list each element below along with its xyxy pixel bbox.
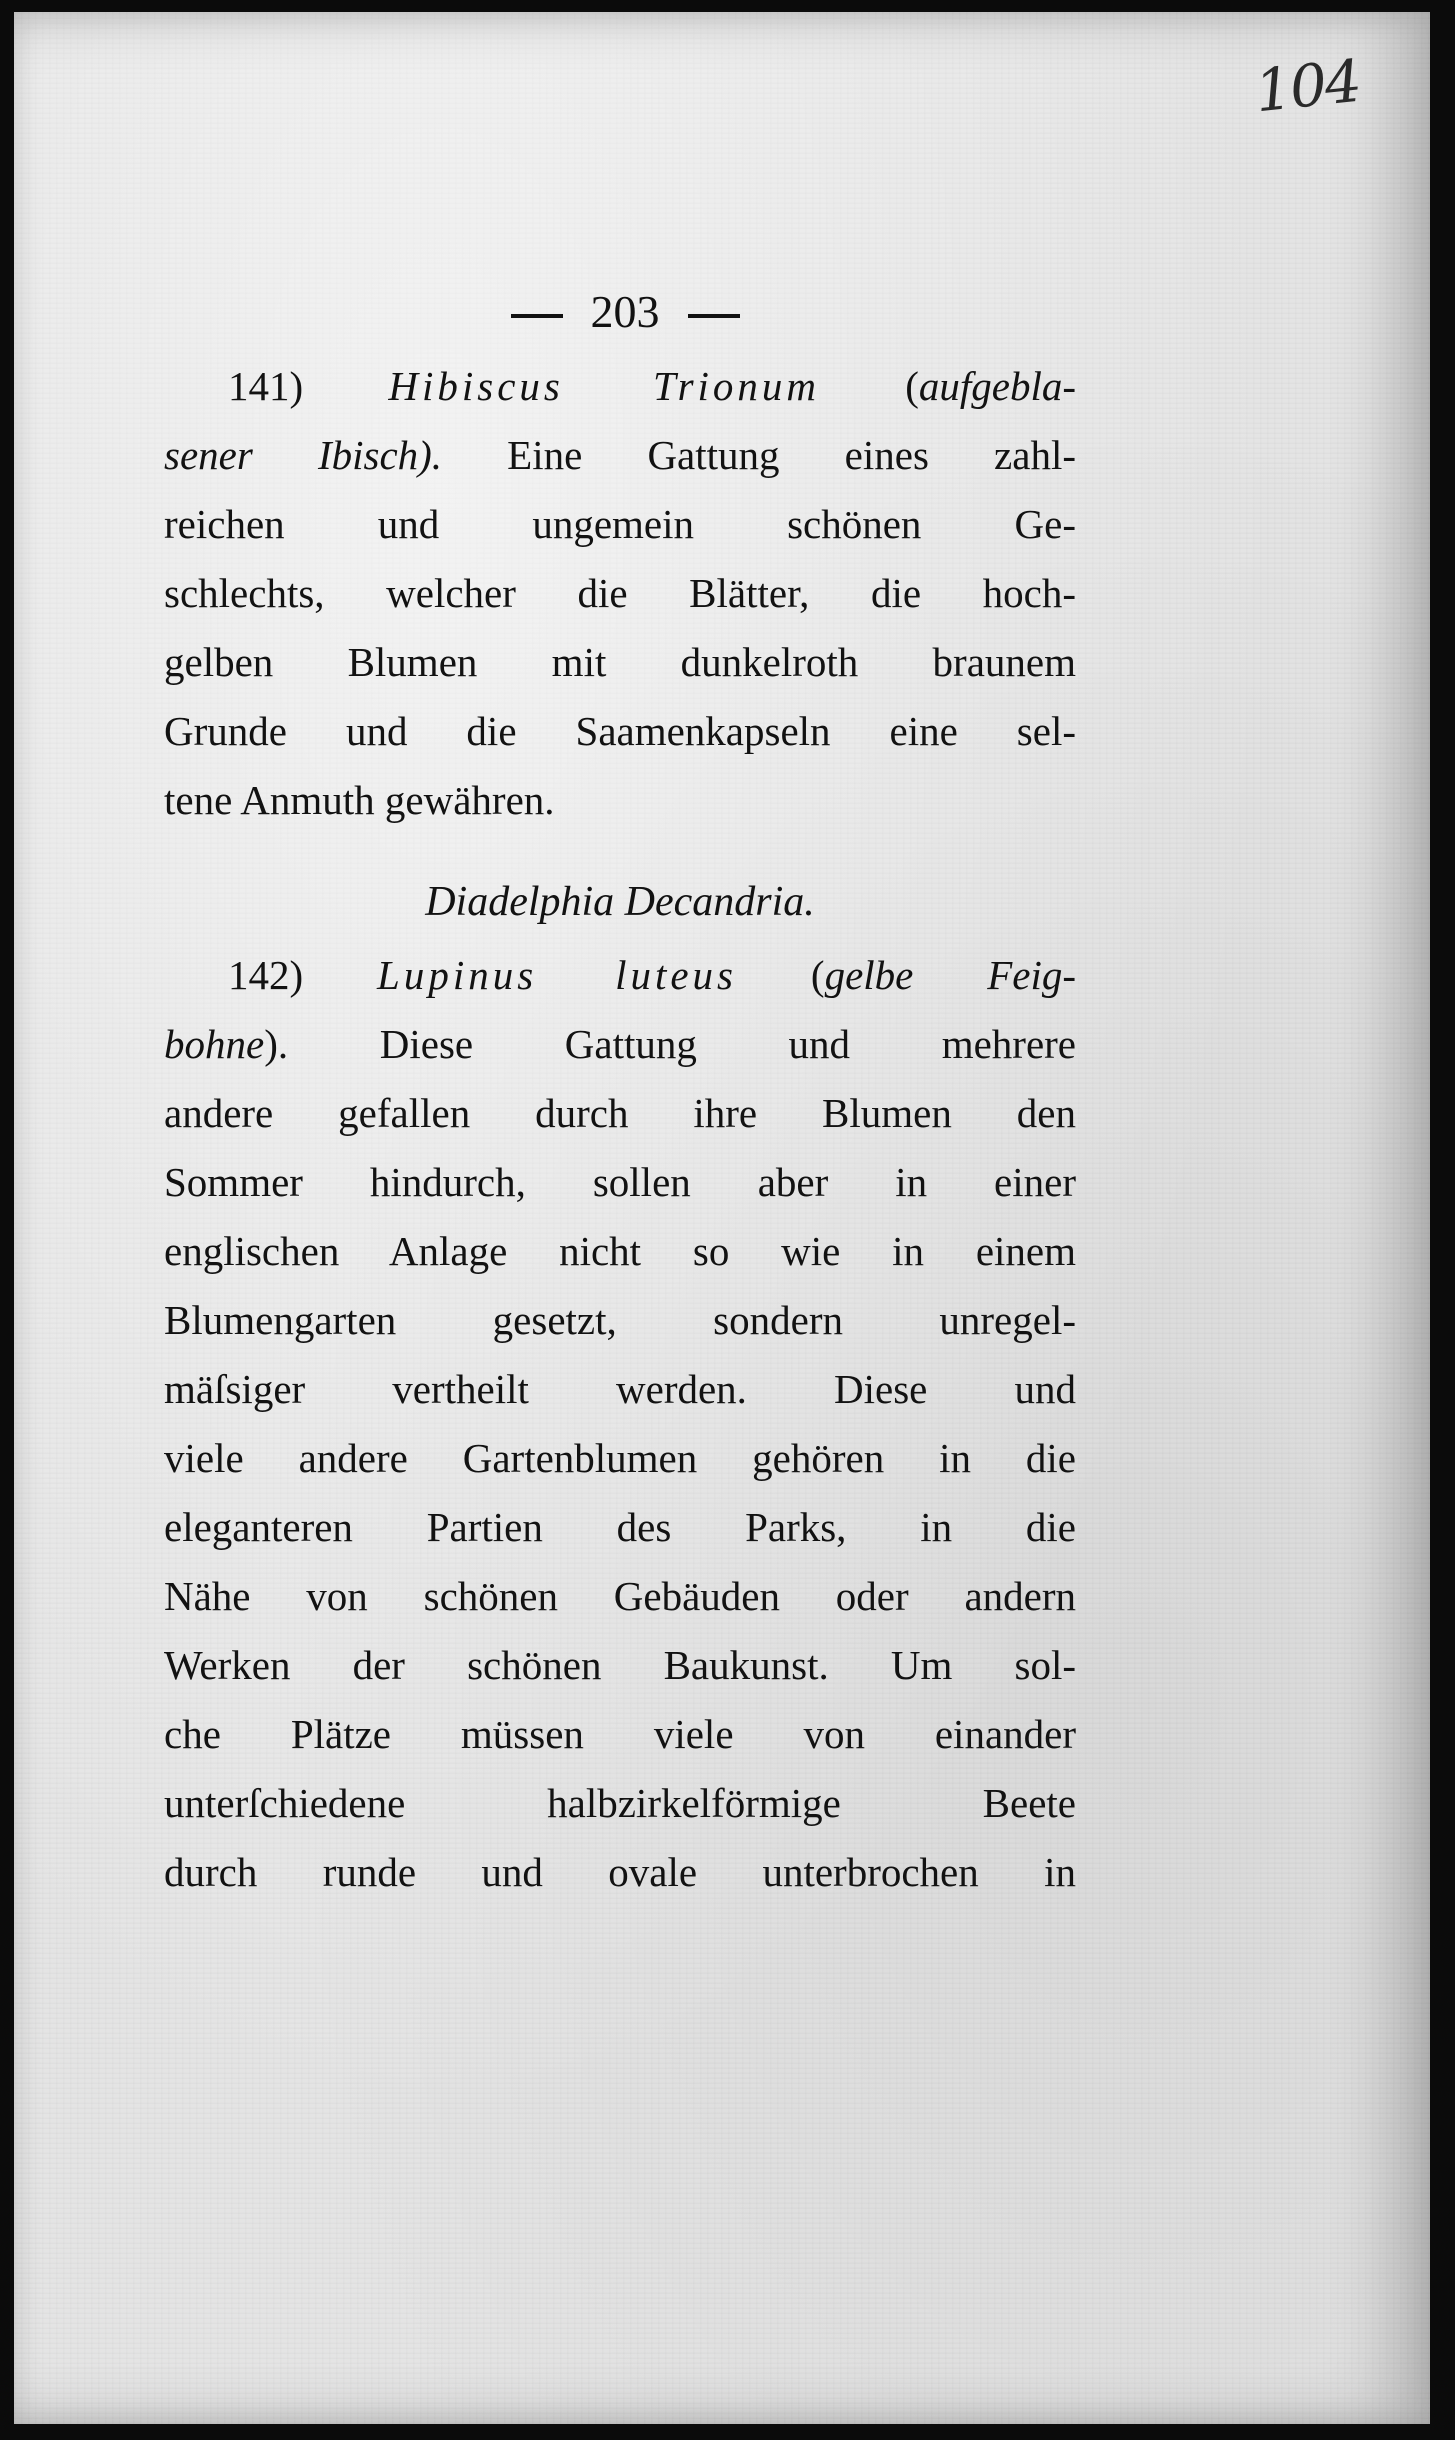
text-line: mäſsiger vertheilt werden. Diese und <box>164 1366 1076 1412</box>
text-line: Werken der schönen Baukunst. Um sol- <box>164 1642 1076 1688</box>
handwritten-folio-number: 104 <box>1252 46 1364 126</box>
text-line: viele andere Gartenblumen gehören in die <box>164 1435 1076 1481</box>
text-line: schlechts, welcher die Blätter, die hoch- <box>164 570 1076 616</box>
text-line: Sommer hindurch, sollen aber in einer <box>164 1159 1076 1205</box>
species-name: Lupinus luteus <box>377 952 738 998</box>
text-line: Blumengarten gesetzt, sondern unregel- <box>164 1297 1076 1343</box>
text-line: 141) Hibiscus Trionum (aufgebla- <box>228 363 1077 409</box>
book-page <box>14 12 1430 2424</box>
text-line: durch runde und ovale unterbrochen in <box>164 1849 1076 1895</box>
page-header <box>174 272 1076 352</box>
page-text-block <box>164 272 1076 1907</box>
text-line: gelben Blumen mit dunkelroth braunem <box>164 639 1076 685</box>
text-line: unterſchiedene halbzirkelförmige Beete <box>164 1780 1076 1826</box>
text-line: englischen Anlage nicht so wie in einem <box>164 1228 1076 1274</box>
text-line: tene Anmuth gewähren. <box>164 777 555 823</box>
text-line: eleganteren Partien des Parks, in die <box>164 1504 1076 1550</box>
section-heading: Diadelphia Decandria. <box>425 879 815 925</box>
page-number: 203 <box>590 286 660 337</box>
text-line: bohne). Diese Gattung und mehrere <box>164 1021 1076 1067</box>
text-line: che Plätze müssen viele von einander <box>164 1711 1076 1757</box>
text-line: andere gefallen durch ihre Blumen den <box>164 1090 1076 1136</box>
header-dash-right <box>688 314 740 318</box>
text-line: Grunde und die Saamenkapseln eine sel- <box>164 708 1076 754</box>
text-line: Nähe von schönen Gebäuden oder andern <box>164 1573 1076 1619</box>
species-name: Hibiscus Trionum <box>388 363 821 409</box>
header-dash-left <box>511 314 563 318</box>
text-line: reichen und ungemein schönen Ge- <box>164 501 1076 547</box>
text-line: 142) Lupinus luteus (gelbe Feig- <box>228 952 1077 998</box>
text-line: sener Ibisch). Eine Gattung eines zahl- <box>164 432 1076 478</box>
